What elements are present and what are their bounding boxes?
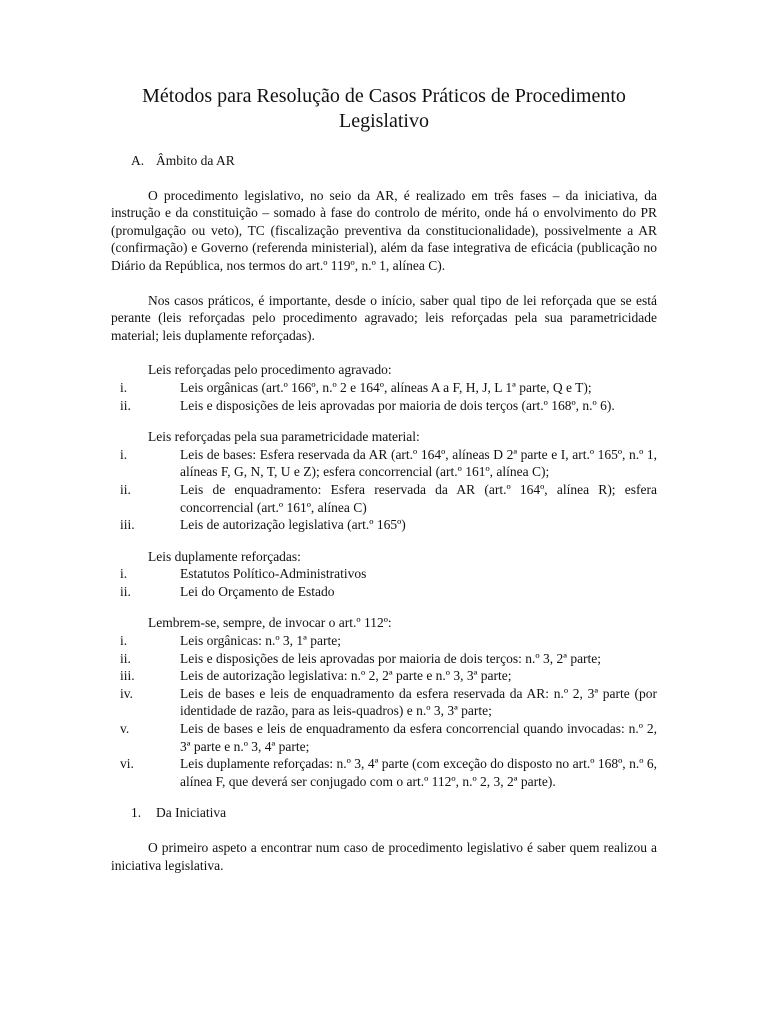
list-item-text: Leis e disposições de leis aprovadas por maioria de dois terços (art.º 168º, n.º 6). bbox=[180, 397, 615, 413]
list-item-text: Leis orgânicas: n.º 3, 1ª parte; bbox=[180, 633, 341, 649]
list-item bbox=[111, 685, 657, 720]
section-heading-1 bbox=[111, 804, 657, 822]
list-intro: Leis reforçadas pelo procedimento agravado: bbox=[148, 362, 392, 378]
list-item bbox=[111, 755, 657, 790]
list-marker: i. bbox=[120, 379, 128, 395]
list-intro: Leis duplamente reforçadas: bbox=[148, 548, 301, 564]
list-item bbox=[111, 720, 657, 755]
section-marker: 1. bbox=[131, 805, 142, 821]
list-intro: Lembrem-se, sempre, de invocar o art.º 112º: bbox=[148, 615, 392, 631]
list-marker: i. bbox=[120, 633, 128, 649]
list-marker: iv. bbox=[120, 685, 133, 701]
list-item-text: Leis de autorização legislativa: n.º 2, 2ª parte e n.º 3, 3ª parte; bbox=[180, 668, 512, 684]
list-item bbox=[111, 667, 657, 685]
list-marker: v. bbox=[120, 721, 130, 737]
list-item bbox=[111, 632, 657, 650]
list-item bbox=[111, 397, 657, 415]
list-item-text: Lei do Orçamento de Estado bbox=[180, 583, 335, 599]
roman-list bbox=[111, 565, 657, 600]
list-block bbox=[111, 361, 657, 414]
list-item bbox=[111, 565, 657, 583]
list-marker: ii. bbox=[120, 481, 131, 497]
list-item-text: Leis de bases: Esfera reservada da AR (art.º 164º, alíneas D 2ª parte e I, art.º 165º, n.º 1, alíneas F, G, N, T, U e Z); esfera concorrencial (art.º 161º, alínea C); bbox=[180, 446, 657, 480]
list-item-text: Estatutos Político-Administrativos bbox=[180, 566, 367, 582]
list-item-text: Leis de enquadramento: Esfera reservada da AR (art.º 164º, alínea R); esfera concorrencial (art.º 161º, alínea C) bbox=[180, 481, 657, 515]
list-marker: i. bbox=[120, 566, 128, 582]
roman-list bbox=[111, 632, 657, 790]
list-marker: ii. bbox=[120, 650, 131, 666]
section-title: Da Iniciativa bbox=[156, 805, 227, 821]
list-item-text: Leis duplamente reforçadas: n.º 3, 4ª parte (com exceção do disposto no art.º 168º, n.º 6, alínea F, que deverá ser conjugado com o art.º 112º, n.º 2, 3, 2ª parte). bbox=[180, 756, 657, 789]
list-item bbox=[111, 481, 657, 516]
list-marker: iii. bbox=[120, 517, 135, 533]
list-item-text: Leis de autorização legislativa (art.º 165º) bbox=[180, 517, 406, 533]
list-marker: ii. bbox=[120, 583, 131, 599]
list-marker: vi. bbox=[120, 756, 134, 772]
list-item-text: Leis de bases e leis de enquadramento da esfera reservada da AR: n.º 2, 3ª parte (por identidade de razão, para as leis-quadros) e n.º 3, 3ª parte; bbox=[180, 685, 657, 719]
list-block bbox=[111, 614, 657, 790]
list-block bbox=[111, 548, 657, 601]
list-item bbox=[111, 446, 657, 481]
list-item-text: Leis e disposições de leis aprovadas por maioria de dois terços: n.º 3, 2ª parte; bbox=[180, 650, 602, 666]
list-item-text: Leis orgânicas (art.º 166º, n.º 2 e 164º, alíneas A a F, H, J, L 1ª parte, Q e T); bbox=[180, 379, 592, 395]
section-title: Âmbito da AR bbox=[156, 153, 235, 168]
list-item bbox=[111, 516, 657, 534]
document-title: Métodos para Resolução de Casos Práticos de Procedimento Legislativo bbox=[142, 85, 626, 132]
paragraph: Nos casos práticos, é importante, desde o início, saber qual tipo de lei reforçada que se está perante (leis reforçadas pelo procedimento agravado; leis reforçadas pela sua parametricidade material; leis duplamente reforçadas). bbox=[111, 292, 657, 343]
list-marker: iii. bbox=[120, 668, 135, 684]
list-intro: Leis reforçadas pela sua parametricidade material: bbox=[148, 429, 420, 445]
list-item bbox=[111, 650, 657, 668]
list-item bbox=[111, 583, 657, 601]
document-body bbox=[111, 152, 657, 874]
list-marker: ii. bbox=[120, 397, 131, 413]
paragraph: O procedimento legislativo, no seio da AR, é realizado em três fases – da iniciativa, da instrução e da constituição – somado à fase do controlo de mérito, onde há o envolvimento do PR (promulgação ou veto), TC (fiscalização preventiva da constitucionalidade), possivelmente a AR (confirmação) e Governo (referenda ministerial), além da fase integrativa de eficácia (publicação no Diário da República, nos termos do art.º 119º, n.º 1, alínea C). bbox=[111, 187, 657, 273]
list-item-text: Leis de bases e leis de enquadramento da esfera concorrencial quando invocadas: n.º 2, 3ª parte e n.º 3, 4ª parte; bbox=[180, 721, 657, 754]
list-item bbox=[111, 379, 657, 397]
list-block bbox=[111, 428, 657, 534]
roman-list bbox=[111, 446, 657, 534]
roman-list bbox=[111, 379, 657, 414]
paragraph: O primeiro aspeto a encontrar num caso de procedimento legislativo é saber quem realizou a iniciativa legislativa. bbox=[111, 840, 657, 873]
section-heading-a bbox=[111, 152, 657, 170]
section-marker: A. bbox=[131, 153, 145, 168]
list-marker: i. bbox=[120, 446, 128, 462]
